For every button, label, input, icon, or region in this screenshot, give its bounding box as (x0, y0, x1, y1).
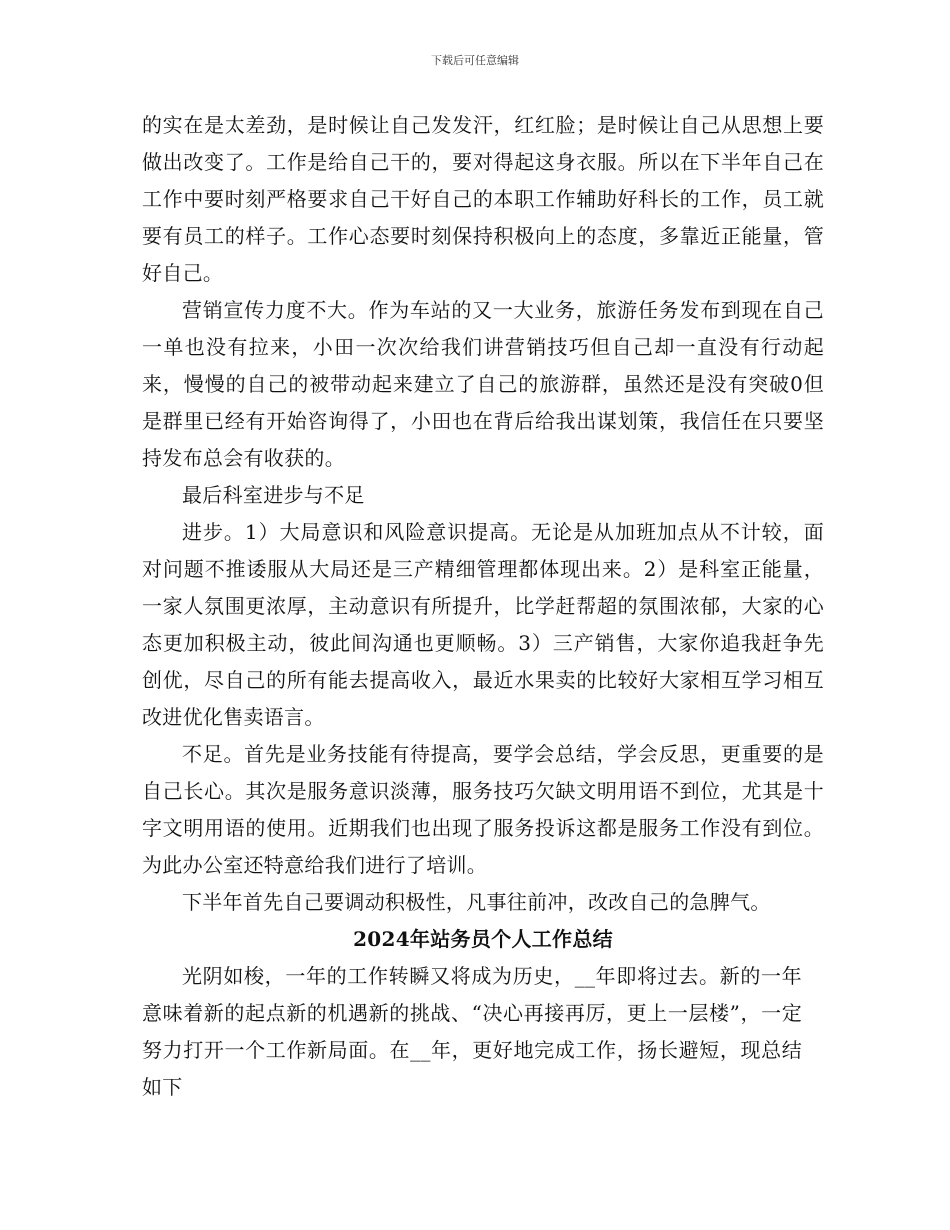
paragraph-intro: 光阴如梭，一年的工作转瞬又将成为历史，__年即将过去。新的一年意味着新的起点新的机遇新的挑战、“决心再接再厉，更上一层楼”，一定努力打开一个工作新局面。在__年，更好地完成工作，扬长避短，现总结如下 (142, 964, 802, 1099)
paragraph-attitude: 的实在是太差劲，是时候让自己发发汗，红红脸；是时候让自己从思想上要做出改变了。工作是给自己干的，要对得起这身衣服。所以在下半年自己在工作中要时刻严格要求自己干好自己的本职工作辅助好科长的工作，员工就要有员工的样子。工作心态要时刻保持积极向上的态度，多靠近正能量，管好自己。 (142, 113, 824, 285)
paragraph-progress: 进步。1）大局意识和风险意识提高。无论是从加班加点从不计较，面对问题不推诿服从大局还是三产精细管理都体现出来。2）是科室正能量，一家人氛围更浓厚，主动意识有所提升，比学赶帮超的氛围浓郁，大家的心态更加积极主动，彼此间沟通也更顺畅。3）三产销售，大家你追我赶争先创优，尽自己的所有能去提高收入，最近水果卖的比较好大家相互学习相互改进优化售卖语言。 (142, 520, 824, 729)
paragraph-marketing: 营销宣传力度不大。作为车站的又一大业务，旅游任务发布到现在自己一单也没有拉来，小田一次次给我们讲营销技巧但自己却一直没有行动起来，慢慢的自己的被带动起来建立了自己的旅游群，虽然还是没有突破0但是群里已经有开始咨询得了，小田也在背后给我出谋划策，我信任在只要坚持发布总会有收获的。 (142, 298, 824, 470)
page-header: 下载后可任意编辑 (431, 54, 519, 67)
paragraph-shortcomings: 不足。首先是业务技能有待提高，要学会总结，学会反思，更重要的是自己长心。其次是服务意识淡薄，服务技巧欠缺文明用语不到位，尤其是十字文明用语的使用。近期我们也出现了服务投诉这都是服务工作没有到位。为此办公室还特意给我们进行了培训。 (142, 742, 824, 877)
paragraph-second-half-plan: 下半年首先自己要调动积极性，凡事往前冲，改改自己的急脾气。 (182, 890, 771, 914)
paragraph-section-heading: 最后科室进步与不足 (182, 483, 365, 507)
document-body (142, 107, 824, 1106)
document-title: 2024年站务员个人工作总结 (353, 927, 613, 951)
